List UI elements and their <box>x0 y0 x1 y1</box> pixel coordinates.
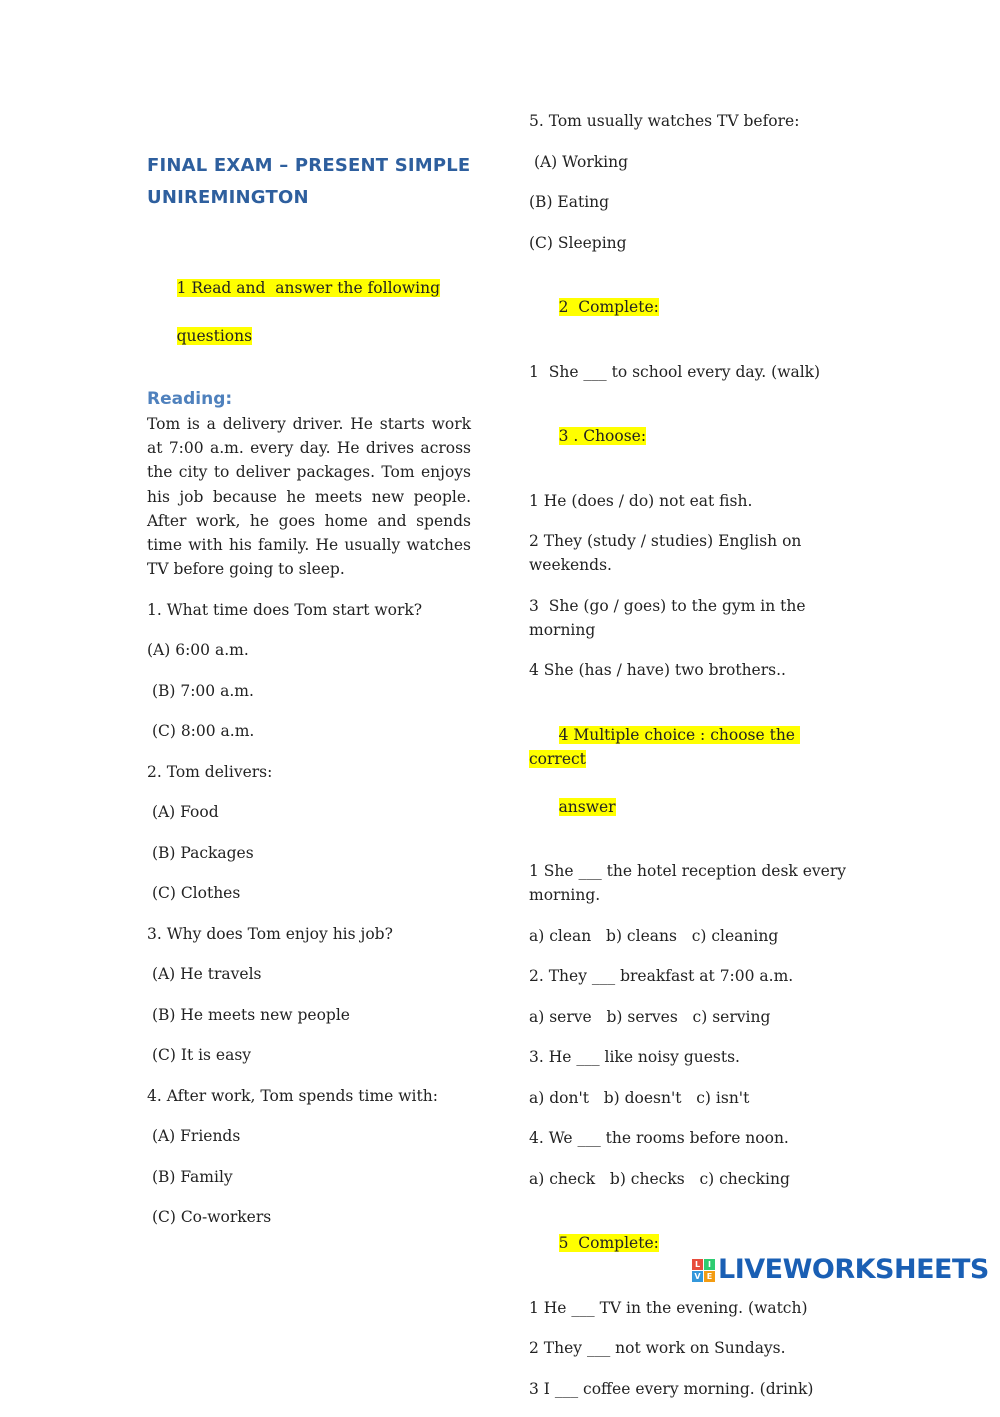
exam-title <box>147 150 471 214</box>
section3-instruction-text: 3 . Choose: <box>558 427 647 445</box>
section3-item-2[interactable]: 2 They (study / studies) English on weekends. <box>529 532 807 574</box>
question-1-option-c[interactable]: (C) 8:00 a.m. <box>147 722 255 741</box>
question-3-option-c[interactable]: (C) It is easy <box>147 1046 252 1065</box>
section4-question-4: 4. We ___ the rooms before noon. <box>529 1129 789 1147</box>
section1-instruction <box>147 252 471 372</box>
section5-item-2[interactable]: 2 They ___ not work on Sundays. <box>529 1339 786 1357</box>
question-3-option-a[interactable]: (A) He travels <box>147 965 262 984</box>
question-2-option-c[interactable]: (C) Clothes <box>147 884 241 903</box>
section4-answers-1[interactable]: a) clean b) cleans c) cleaning <box>529 926 779 945</box>
logo-text: LIVEWORKSHEETS <box>718 1254 989 1285</box>
logo-tile-e: E <box>704 1271 715 1282</box>
question-2-option-b[interactable]: (B) Packages <box>147 843 254 862</box>
section4-instruction <box>529 699 849 843</box>
question-3: 3. Why does Tom enjoy his job? <box>147 924 393 943</box>
section3-instruction <box>529 400 849 472</box>
section3-item-1[interactable]: 1 He (does / do) not eat fish. <box>529 491 753 510</box>
question-4-option-b[interactable]: (B) Family <box>147 1167 233 1186</box>
question-1: 1. What time does Tom start work? <box>147 600 423 619</box>
section4-instruction-line2: answer <box>558 797 616 816</box>
reading-heading: Reading: <box>147 389 233 409</box>
title-line-1: FINAL EXAM – PRESENT SIMPLE <box>147 155 471 176</box>
section5-item-3[interactable]: 3 I ___ coffee every morning. (drink) <box>529 1379 814 1398</box>
section4-answers-3[interactable]: a) don't b) doesn't c) isn't <box>529 1088 750 1107</box>
section4-question-2: 2. They ___ breakfast at 7:00 a.m. <box>529 967 794 985</box>
section1-instruction-line1: 1 Read and answer the following <box>176 279 440 297</box>
section4-question-1: 1 She ___ the hotel reception desk every morning. <box>529 862 851 904</box>
section2-instruction-text: 2 Complete: <box>558 298 659 316</box>
section2-instruction <box>529 271 849 343</box>
question-1-option-b[interactable]: (B) 7:00 a.m. <box>147 681 254 700</box>
question-2: 2. Tom delivers: <box>147 762 273 781</box>
logo-tile-i: I <box>704 1259 715 1270</box>
section4-question-3: 3. He ___ like noisy guests. <box>529 1048 740 1066</box>
reading-passage: Tom is a delivery driver. He starts work at 7:00 a.m. every day. He drives across the city to deliver packages. Tom enjoys his job because he meets new people. After work, he goes home and spends time with his family. He usually watches TV before going to sleep. <box>147 415 471 579</box>
question-5-option-c[interactable]: (C) Sleeping <box>529 233 627 252</box>
question-3-option-b[interactable]: (B) He meets new people <box>147 1005 350 1024</box>
question-5: 5. Tom usually watches TV before: <box>529 112 800 130</box>
question-5-option-b[interactable]: (B) Eating <box>529 193 610 211</box>
section4-answers-4[interactable]: a) check b) checks c) checking <box>529 1169 790 1188</box>
section1-instruction-line2: questions <box>176 327 253 345</box>
question-4: 4. After work, Tom spends time with: <box>147 1086 438 1105</box>
section3-item-4[interactable]: 4 She (has / have) two brothers.. <box>529 661 786 679</box>
liveworksheets-logo[interactable] <box>692 1254 989 1286</box>
question-1-option-a[interactable]: (A) 6:00 a.m. <box>147 641 249 660</box>
right-column <box>529 109 849 1417</box>
question-5-option-a[interactable]: (A) Working <box>529 152 629 171</box>
logo-tile-l: L <box>692 1259 703 1270</box>
logo-mark-icon <box>692 1259 715 1282</box>
section5-item-1[interactable]: 1 He ___ TV in the evening. (watch) <box>529 1298 808 1317</box>
section4-answers-2[interactable]: a) serve b) serves c) serving <box>529 1007 771 1026</box>
section3-item-3[interactable]: 3 She (go / goes) to the gym in the morning <box>529 596 811 639</box>
section5-instruction-text: 5 Complete: <box>558 1234 659 1252</box>
question-4-option-c[interactable]: (C) Co-workers <box>147 1208 272 1227</box>
section2-item-1[interactable]: 1 She ___ to school every day. (walk) <box>529 362 821 381</box>
title-line-2: UNIREMINGTON <box>147 187 309 208</box>
section4-instruction-line1: 4 Multiple choice : choose the correct <box>529 725 800 768</box>
question-4-option-a[interactable]: (A) Friends <box>147 1127 241 1146</box>
left-column <box>147 150 471 1246</box>
logo-tile-v: V <box>692 1271 703 1282</box>
question-2-option-a[interactable]: (A) Food <box>147 803 219 822</box>
